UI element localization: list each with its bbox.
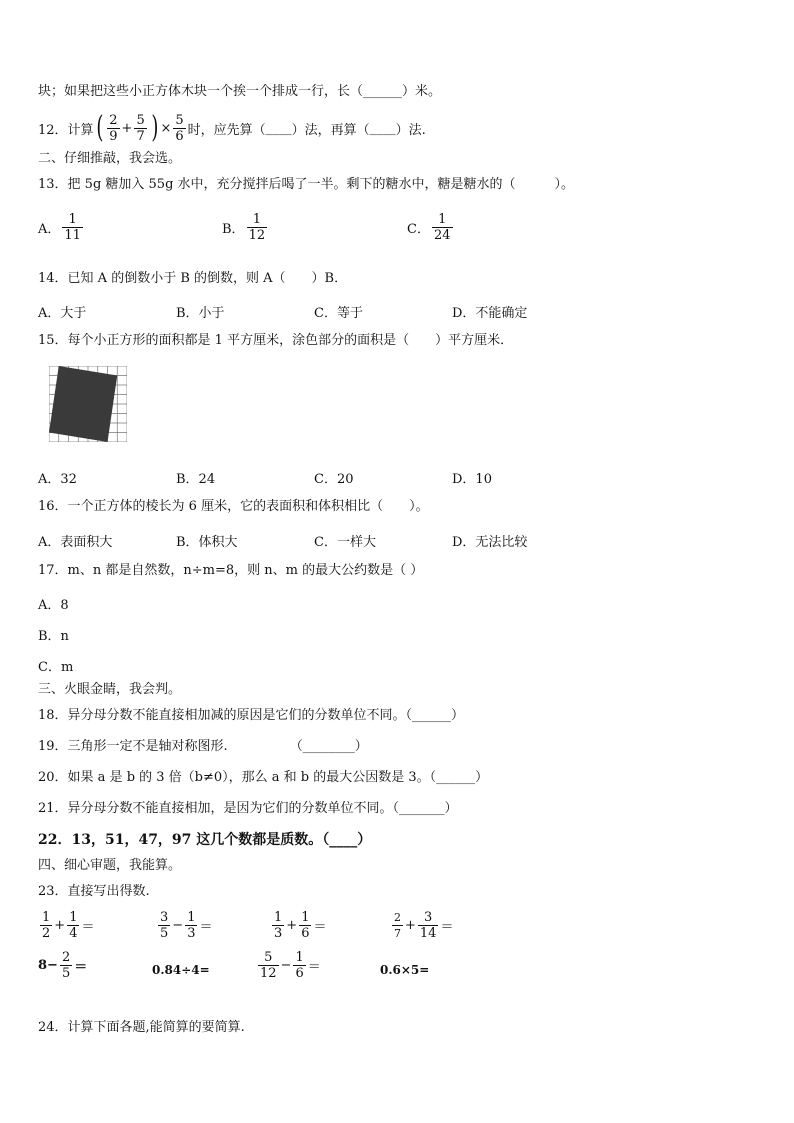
q16-option-c[interactable]: C．一样大	[314, 535, 376, 550]
q17-option-a[interactable]: A．8	[38, 598, 69, 613]
q23-item-8[interactable]: 0.6×5=	[380, 963, 430, 977]
q19-answer-blank[interactable]: ________	[302, 739, 355, 754]
q23-item-5[interactable]: 8− $\frac{2}{5}$ ＝	[38, 950, 88, 981]
q15-option-d[interactable]: D．10	[452, 472, 492, 487]
q18: 18．异分母分数不能直接相加减的原因是它们的分数单位不同。（______）	[38, 708, 465, 723]
q14-text: 14．已知 A 的倒数小于 B 的倒数，则 A（ ）B．	[38, 271, 348, 286]
q14-option-a[interactable]: A．大于	[38, 306, 87, 321]
right-paren: )	[151, 110, 159, 145]
q19: 19．三角形一定不是轴对称图形. （________）	[38, 739, 368, 754]
q23-item-7[interactable]: $\frac{5}{12}$ − $\frac{1}{6}$ ＝	[260, 950, 321, 981]
q23-item-4[interactable]: $\frac{2}{7}$ + $\frac{3}{14}$ ＝	[394, 910, 454, 941]
q22-answer-blank[interactable]: ____	[329, 832, 358, 848]
q13-option-b[interactable]: B． $\frac{1}{12}$	[222, 212, 266, 243]
q14-option-b[interactable]: B．小于	[176, 306, 225, 321]
section-3-heading: 三、火眼金睛，我会判。	[38, 682, 182, 697]
q16-option-b[interactable]: B．体积大	[176, 535, 238, 550]
q21: 21．异分母分数不能直接相加，是因为它们的分数单位不同。（_______）	[38, 801, 458, 816]
q20-answer-blank[interactable]: ______	[436, 770, 476, 785]
q23-item-1[interactable]: $\frac{1}{2}$ + $\frac{1}{4}$ ＝	[42, 910, 95, 941]
shaded-square	[49, 366, 117, 442]
q13-option-a[interactable]: A． $\frac{1}{11}$	[38, 212, 81, 243]
q12-blank-2[interactable]: ____	[369, 120, 396, 136]
q23-item-6[interactable]: 0.84÷4=	[152, 963, 210, 977]
q15-option-c[interactable]: C．20	[314, 472, 354, 487]
q13-text: 13．把 5g 糖加入 55g 水中，充分搅拌后喝了一半。剩下的糖水中，糖是糖水的（ ）。	[38, 177, 575, 192]
q17-option-c[interactable]: C．m	[38, 660, 74, 675]
section-2-heading: 二、仔细推敲，我会选。	[38, 151, 182, 166]
q21-answer-blank[interactable]: _______	[399, 801, 445, 816]
q14-option-d[interactable]: D．不能确定	[452, 306, 528, 321]
q17-text: 17．m、n 都是自然数，n÷m=8，则 n、m 的最大公约数是（ ）	[38, 563, 424, 578]
q16-option-d[interactable]: D．无法比较	[452, 535, 528, 550]
q24-text: 24．计算下面各题,能简算的要简算.	[38, 1020, 245, 1035]
q13-option-c[interactable]: C． $\frac{1}{24}$	[407, 212, 451, 243]
q11-answer-blank[interactable]: ______	[363, 84, 403, 99]
grid-figure	[49, 366, 127, 442]
q12: 12．计算 ( $\frac{2}{9}$ + $\frac{5}{7}$ ) × $\frac{5}{6}$ 时，应先算（ ____ ）法，再算（ ____ ）法.	[38, 110, 426, 145]
q12-blank-1[interactable]: ____	[265, 120, 292, 136]
q20: 20．如果 a 是 b 的 3 倍（b≠0），那么 a 和 b 的最大公因数是 3。（______）	[38, 770, 489, 785]
q14-option-c[interactable]: C．等于	[314, 306, 363, 321]
q17-option-b[interactable]: B．n	[38, 629, 69, 644]
q18-answer-blank[interactable]: ______	[412, 708, 452, 723]
q15-option-a[interactable]: A．32	[38, 472, 77, 487]
q23-text: 23．直接写出得数.	[38, 884, 150, 899]
q15-option-b[interactable]: B．24	[176, 472, 216, 487]
q22: 22．13，51，47，97 这几个数都是质数。（____）	[38, 832, 372, 848]
q23-item-2[interactable]: $\frac{3}{5}$ − $\frac{1}{3}$ ＝	[160, 910, 213, 941]
left-paren: (	[95, 110, 103, 145]
q16-text: 16．一个正方体的棱长为 6 厘米，它的表面积和体积相比（ ）。	[38, 499, 429, 514]
q11-tail: 块；如果把这些小正方体木块一个挨一个排成一行，长（______）米。	[38, 84, 442, 99]
fraction: $\frac{2}{9}$	[109, 112, 118, 144]
q23-item-3[interactable]: $\frac{1}{3}$ + $\frac{1}{6}$ ＝	[274, 910, 327, 941]
q15-text: 15．每个小正方形的面积都是 1 平方厘米，涂色部分的面积是（ ）平方厘米．	[38, 333, 514, 348]
q16-option-a[interactable]: A．表面积大	[38, 535, 113, 550]
fraction: $\frac{5}{6}$	[175, 112, 184, 144]
fraction: $\frac{5}{7}$	[136, 112, 145, 144]
section-4-heading: 四、细心审题，我能算。	[38, 858, 182, 873]
